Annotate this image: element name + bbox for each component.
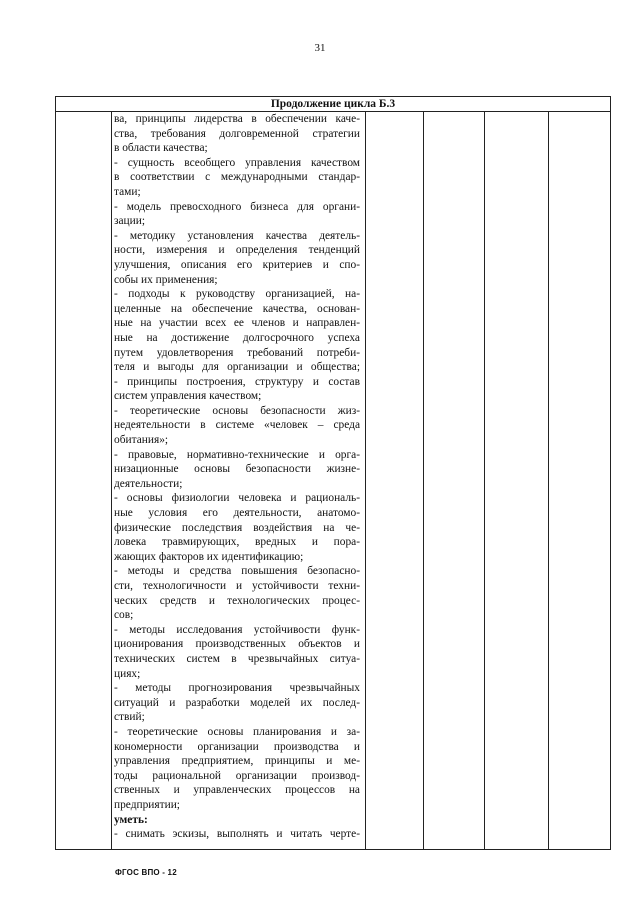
column-divider	[548, 112, 549, 849]
text-line: - основы физиологии человека и рациональ-	[114, 492, 360, 505]
text-line: сти, технологичности и устойчивости техни-	[114, 580, 360, 592]
text-line: низационные основы безопасности жизне-	[114, 463, 360, 476]
text-line: путем удовлетворения требований потреби-	[114, 346, 360, 359]
text-line: собы их применения;	[114, 273, 218, 286]
text-line: ности, измерения и определения тенденций	[114, 244, 360, 257]
table-header: Продолжение цикла Б.3	[56, 97, 610, 112]
column-divider	[111, 112, 112, 849]
text-line: управления предприятием, принципы и ме-	[114, 755, 360, 768]
text-line: ситуаций и разработки моделей их послед-	[114, 696, 360, 709]
text-line: - модель превосходного бизнеса для органи-	[114, 200, 360, 213]
text-line: - подходы к руководству организацией, на-	[114, 288, 360, 301]
text-line: тами;	[114, 185, 141, 198]
text-line: теля и выгоды для организации и общества;	[114, 361, 360, 374]
text-line: - правовые, нормативно-технические и орга-	[114, 448, 360, 461]
text-line: ческих средств и технологических процес-	[114, 594, 360, 607]
text-line: деятельности;	[114, 477, 183, 490]
column-divider	[365, 112, 366, 849]
text-line: физические последствия воздействия на че-	[114, 521, 360, 534]
competency-text-cell	[114, 112, 360, 849]
curriculum-table	[55, 96, 611, 850]
column-divider	[484, 112, 485, 849]
text-line: ные на достижение долгосрочного успеха	[114, 331, 360, 344]
text-line: зации;	[114, 215, 146, 228]
text-line: - методику установления качества деятель-	[114, 229, 360, 242]
text-line: - сущность всеобщего управления качеством	[114, 156, 360, 169]
text-line: обитания»;	[114, 434, 169, 447]
text-line: - принципы построения, структуру и состав	[114, 375, 360, 388]
text-line: ва, принципы лидерства в обеспечении каче-	[114, 113, 360, 125]
text-line: - методы исследования устойчивости функ-	[114, 623, 360, 636]
text-line: улучшения, описания его критериев и спо-	[114, 258, 360, 271]
text-line: ные условия его деятельности, анатомо-	[114, 507, 360, 520]
text-line: уметь:	[114, 813, 148, 826]
text-line: жающих факторов их идентификацию;	[114, 550, 304, 563]
text-line: тоды рациональной организации производ-	[114, 769, 360, 782]
text-line: ционирования производственных объектов и	[114, 638, 360, 651]
text-line: циях;	[114, 667, 141, 680]
text-line: - методы и средства повышения безопасно-	[114, 565, 360, 578]
document-footer: ФГОС ВПО - 12	[115, 868, 177, 877]
page-number: 31	[314, 42, 326, 54]
text-line: в области качества;	[114, 142, 208, 155]
text-line: целенные на обеспечение качества, основан-	[114, 302, 360, 315]
text-line: ственных и управленческих процессов на	[114, 784, 360, 797]
text-line: ловека травмирующих, вредных и пора-	[114, 536, 360, 549]
column-divider	[423, 112, 424, 849]
text-line: ные на участии всех ее членов и направлен-	[114, 317, 360, 330]
text-line: в соответствии с международными стандар-	[114, 171, 360, 184]
text-line: сов;	[114, 609, 134, 622]
text-line: ства, требования долговременной стратегии	[114, 127, 360, 140]
text-line: - методы прогнозирования чрезвычайных	[114, 682, 360, 695]
text-line: - снимать эскизы, выполнять и читать черте-	[114, 828, 360, 841]
text-line: - теоретические основы безопасности жиз-	[114, 404, 360, 417]
text-line: кономерности организации производства и	[114, 740, 360, 753]
text-line: - теоретические основы планирования и за-	[114, 725, 360, 738]
text-line: систем управления качеством;	[114, 390, 262, 403]
text-line: предприятии;	[114, 798, 180, 811]
text-line: технических систем в чрезвычайных ситуа-	[114, 652, 360, 665]
text-line: ствий;	[114, 711, 145, 724]
text-line: недеятельности в системе «человек – среда	[114, 419, 360, 432]
